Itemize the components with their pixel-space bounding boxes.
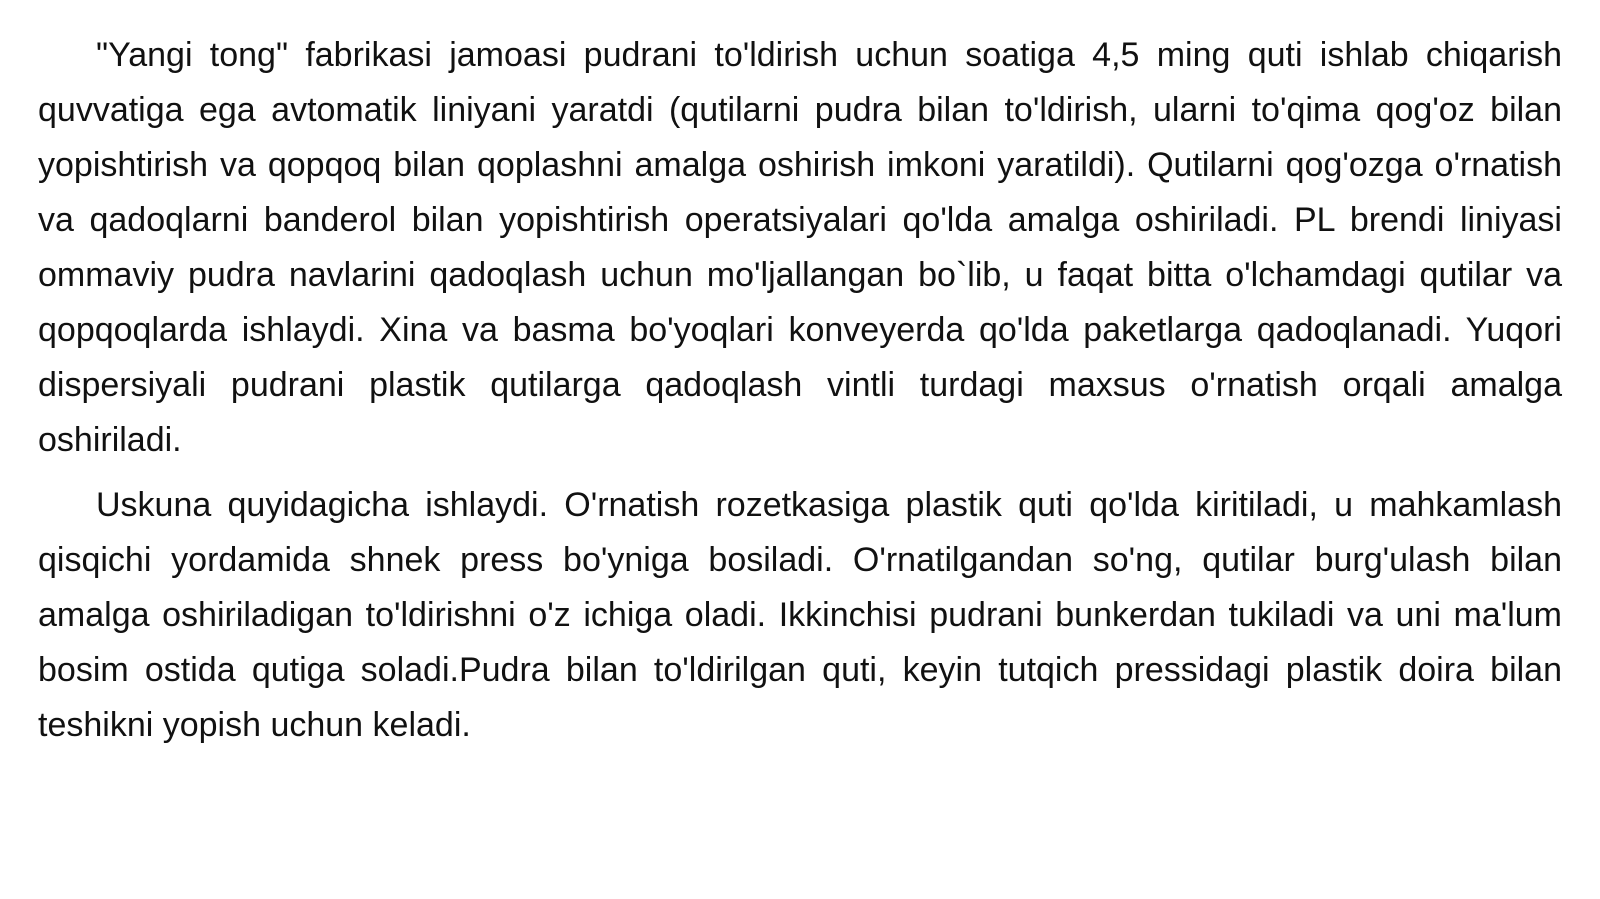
paragraph-equipment-operation: Uskuna quyidagicha ishlaydi. O'rnatish rozetkasiga plastik quti qo'lda kiritiladi, u mahkamlash qisqichi yordamida shnek press bo'yniga bosiladi. O'rnatilgandan so'ng, qutilar burg'ulash bilan amalga oshiriladigan to'ldirishni o'z ichiga oladi. Ikkinchisi pudrani bunkerdan tukiladi va uni ma'lum bosim ostida qutiga soladi.Pudra bilan to'ldirilgan quti, keyin tutqich pressidagi plastik doira bilan teshikni yopish uchun keladi. — [38, 486, 1562, 744]
paragraph-production-line: "Yangi tong" fabrikasi jamoasi pudrani to'ldirish uchun soatiga 4,5 ming quti ishlab chiqarish quvvatiga ega avtomatik liniyani yaratdi (qutilarni pudra bilan to'ldirish, ularni to'qima qog'oz bilan yopishtirish va qopqoq bilan qoplashni amalga oshirish imkoni yaratildi). Qutilarni qog'ozga o'rnatish va qadoqlarni banderol bilan yopishtirish operatsiyalari qo'lda amalga oshiriladi. PL brendi liniyasi ommaviy pudra navlarini qadoqlash uchun mo'ljallangan bo`lib, u faqat bitta o'lchamdagi qutilar va qopqoqlarda ishlaydi. Xina va basma bo'yoqlari konveyerda qo'lda paketlarga qadoqlanadi. Yuqori dispersiyali pudrani plastik qutilarga qadoqlash vintli turdagi maxsus o'rnatish orqali amalga oshiriladi. — [38, 36, 1562, 459]
